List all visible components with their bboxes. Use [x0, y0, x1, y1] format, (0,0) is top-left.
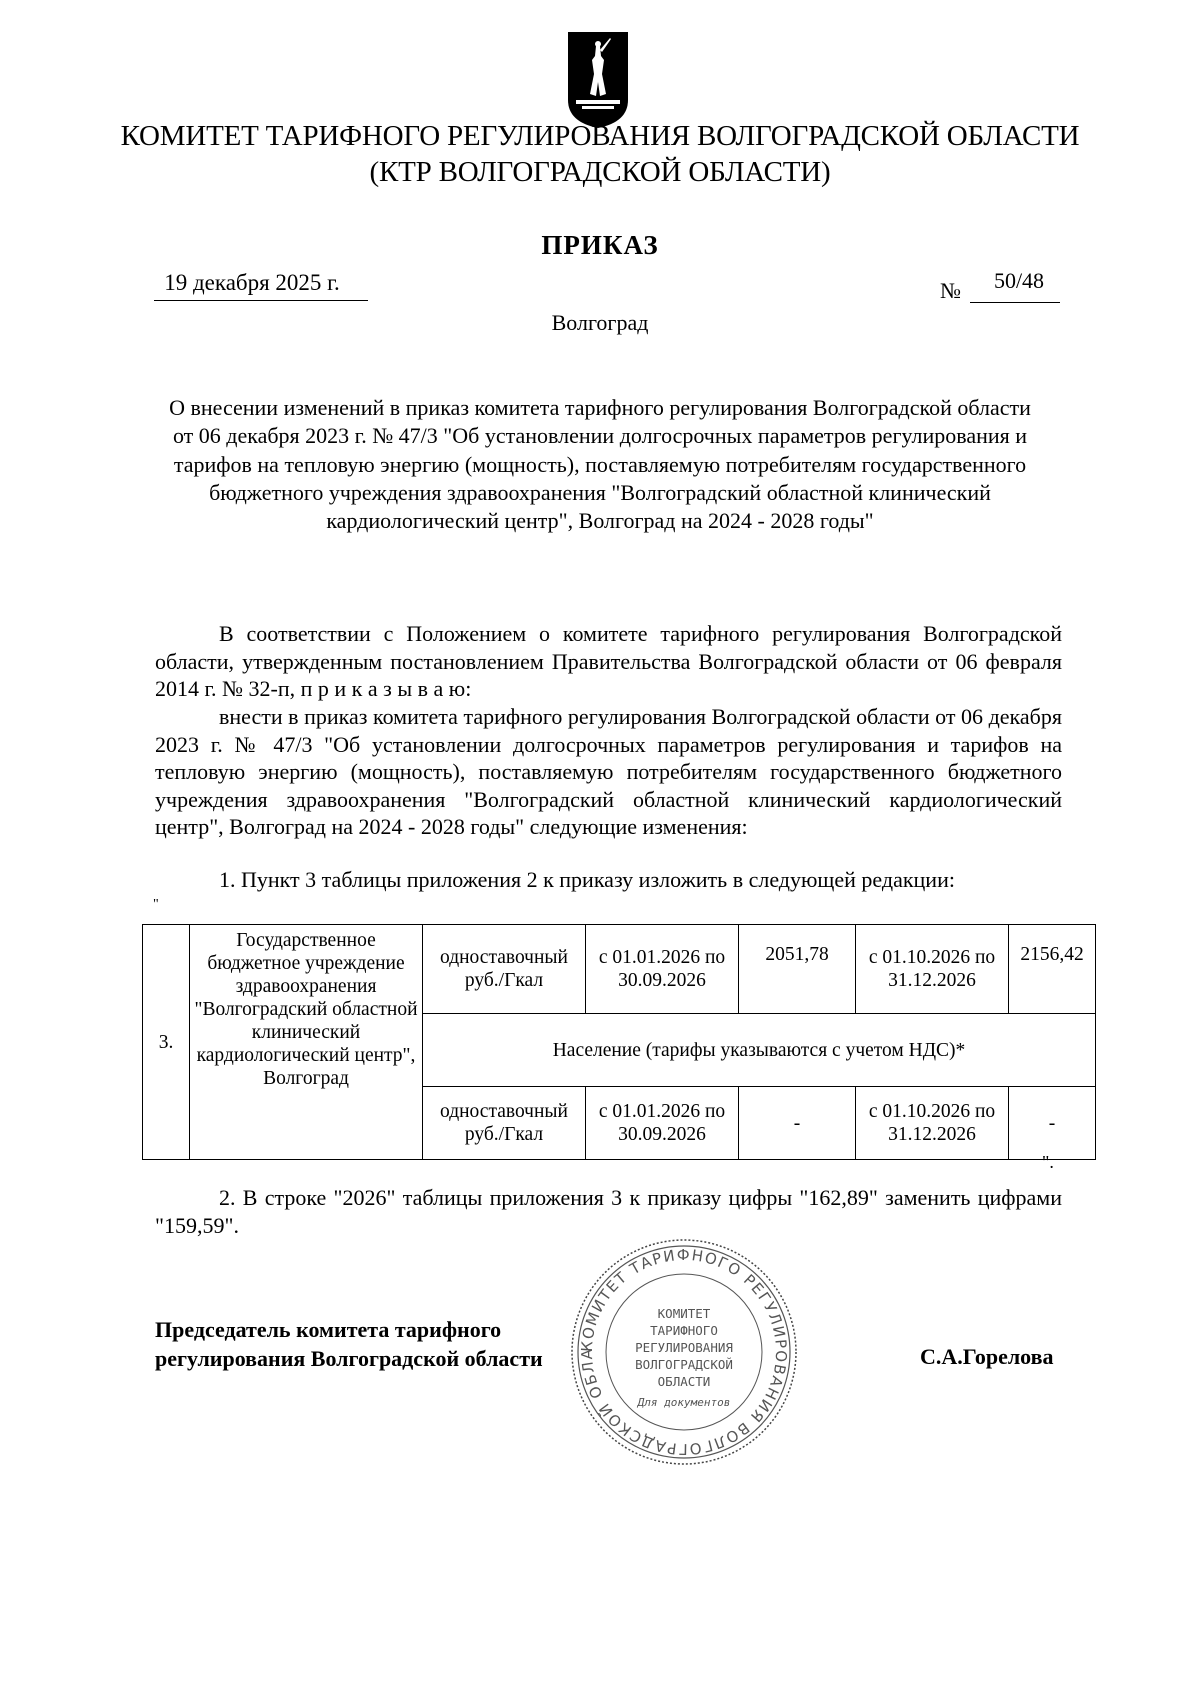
stamp-inner-line: ТАРИФНОГО [650, 1323, 718, 1338]
stamp-inner-line: КОМИТЕТ [657, 1306, 711, 1321]
org-name: КОМИТЕТ ТАРИФНОГО РЕГУЛИРОВАНИЯ ВОЛГОГРАДСКОЙ ОБЛАСТИ [120, 120, 1080, 152]
org-abbrev: (КТР ВОЛГОГРАДСКОЙ ОБЛАСТИ) [369, 156, 831, 188]
tariff-table [142, 924, 1096, 1160]
organization-cell: Государственное бюджетное учреждение здравоохранения "Волгоградский областной клинический кардиологический центр", Волгоград [190, 925, 423, 1160]
signer-name: С.А.Горелова [920, 1344, 1054, 1369]
stamp-inner-line: ВОЛГОГРАДСКОЙ [635, 1357, 733, 1372]
table-close-quote: ". [1042, 1152, 1054, 1172]
tariff-value-cell: - [739, 1087, 856, 1160]
period-cell: с 01.01.2026 по 30.09.2026 [586, 925, 739, 1014]
table-row [143, 925, 1096, 1014]
order-paragraph: внести в приказ комитета тарифного регулирования Волгоградской области от 06 декабря 2023 г. № 47/3 "Об установлении долгосрочных параметров регулирования и тарифов на тепловую энергию (мощность), поставляемую потребителям государственного бюджетного учреждения здравоохранения "Волгоградский областной клинический кардиологический центр", Волгоград на 2024 - 2028 годы" следующие изменения: [155, 704, 1062, 839]
preamble-paragraph: В соответствии с Положением о комитете тарифного регулирования Волгоградской области, утвержденным постановлением Правительства Волгоградской области от 06 февраля 2014 г. № 32-п, п р и к а з ы в а ю: [155, 621, 1062, 701]
document-date: 19 декабря 2025 г. [164, 270, 340, 295]
item-1: 1. Пункт 3 таблицы приложения 2 к приказу изложить в следующей редакции: [219, 867, 955, 892]
item-2: 2. В строке "2026" таблицы приложения 3 к приказу цифры "162,89" заменить цифрами "159,59". [155, 1185, 1062, 1238]
date-block [154, 270, 368, 301]
date-underline [154, 300, 368, 301]
document-number: 50/48 [993, 268, 1045, 293]
city: Волгоград [551, 310, 649, 335]
row-number: 3. [143, 925, 190, 1160]
tariff-value-cell: 2156,42 [1009, 925, 1096, 1014]
stamp-inner-line: ОБЛАСТИ [657, 1374, 711, 1389]
official-stamp [568, 1236, 800, 1468]
coat-of-arms-icon [566, 30, 630, 130]
document-subject: О внесении изменений в приказ комитета тарифного регулирования Волгоградской области от 06 декабря 2023 г. № 47/3 "Об установлении долгосрочных параметров регулирования и тарифов на тепловую энергию (мощность), поставляемую потребителям государственного бюджетного учреждения здравоохранения "Волгоградский областной клинический кардиологический центр", Волгоград на 2024 - 2028 годы" [169, 395, 1031, 534]
signer-position-line1: Председатель комитета тарифного [155, 1317, 502, 1342]
number-sign: № [940, 278, 961, 303]
number-underline [970, 302, 1060, 303]
table-open-quote: " [153, 897, 159, 912]
stamp-inner-line: РЕГУЛИРОВАНИЯ [635, 1340, 733, 1355]
tariff-value-cell: 2051,78 [739, 925, 856, 1014]
signer-position [155, 1315, 543, 1373]
stamp-inner-line: Для документов [637, 1396, 731, 1409]
tariff-value-cell: - [1009, 1087, 1096, 1160]
tariff-type-cell: одноставочный руб./Гкал [423, 1087, 586, 1160]
document-type: ПРИКАЗ [541, 230, 659, 260]
population-note-cell: Население (тарифы указываются с учетом НДС)* [423, 1014, 1096, 1087]
period-cell: с 01.01.2026 по 30.09.2026 [586, 1087, 739, 1160]
signer-position-line2: регулирования Волгоградской области [155, 1346, 543, 1371]
tariff-type-cell: одноставочный руб./Гкал [423, 925, 586, 1014]
period-cell: с 01.10.2026 по 31.12.2026 [856, 1087, 1009, 1160]
period-cell: с 01.10.2026 по 31.12.2026 [856, 925, 1009, 1014]
stamp-ring-text: КОМИТЕТ ТАРИФНОГО РЕГУЛИРОВАНИЯ ВОЛГОГРАДСКОЙ ОБЛА [577, 1245, 791, 1459]
